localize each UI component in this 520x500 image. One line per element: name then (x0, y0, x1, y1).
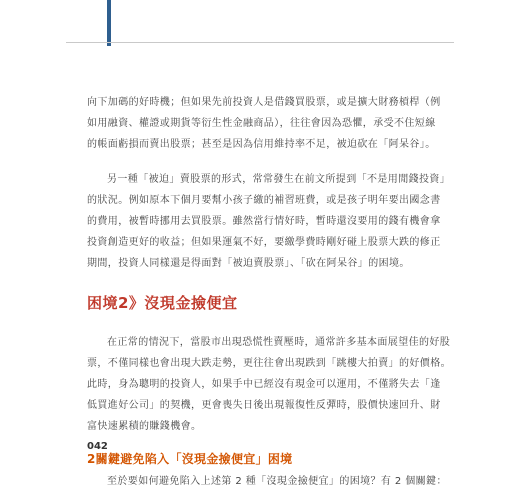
paragraph-line: 的帳面虧損而賣出股票；甚至是因為信用維持率不足，被迫砍在「阿呆谷」。 (87, 139, 436, 150)
sub-heading: 2關鍵避免陷入「沒現金撿便宜」困境 (87, 452, 293, 466)
paragraph-line: 期間，投資人同樣還是得面對「被迫賣股票」、「砍在阿呆谷」的困境。 (87, 258, 410, 269)
section-heading: 困境2》沒現金撿便宜 (87, 294, 238, 312)
paragraph-2 (87, 169, 451, 274)
paragraph-line: 在正常的情況下，當股市出現恐慌性賣壓時，通常許多基本面展望佳的好股 (107, 337, 451, 348)
paragraph-1 (87, 92, 441, 155)
paragraph-line: 的狀況。例如原本下個月要幫小孩子繳的補習班費，或是孩子明年要出國念書 (87, 195, 441, 206)
paragraph-3 (87, 332, 451, 437)
page-number: 042 (87, 441, 108, 452)
paragraph-4 (87, 471, 447, 492)
header-divider (66, 42, 454, 43)
paragraph-line: 低買進好公司」的契機，更會喪失日後出現報復性反彈時，股價快速回升、財 (87, 400, 441, 411)
paragraph-line: 如用融資、權證或期貨等衍生性金融商品），往往會因為恐懼，承受不住短線 (87, 118, 436, 129)
paragraph-line: 此時，身為聰明的投資人，如果手中已經沒有現金可以運用，不僅將失去「逢 (87, 379, 441, 390)
paragraph-line: 向下加碼的好時機；但如果先前投資人是借錢買股票，或是擴大財務槓桿（例 (87, 97, 441, 108)
paragraph-line: 的費用，被暫時挪用去買股票。雖然當行情好時，暫時還沒要用的錢有機會拿 (87, 216, 441, 227)
paragraph-line: 另一種「被迫」賣股票的形式，常常發生在前文所提到「不是用閒錢投資」 (107, 174, 451, 185)
header-accent-bar (107, 0, 111, 46)
paragraph-line: 票，不僅同樣也會出現大跌走勢，更往往會出現跌到「跳樓大拍賣」的好價格。 (87, 358, 451, 369)
paragraph-line: 投資創造更好的收益；但如果運氣不好，要繳學費時剛好碰上股票大跌的修正 (87, 237, 441, 248)
paragraph-line: 富快速累積的賺錢機會。 (87, 421, 202, 432)
paragraph-line: 至於要如何避免陷入上述第 2 種「沒現金撿便宜」的困境？有 2 個關鍵： (107, 476, 447, 487)
page-content (87, 88, 451, 492)
